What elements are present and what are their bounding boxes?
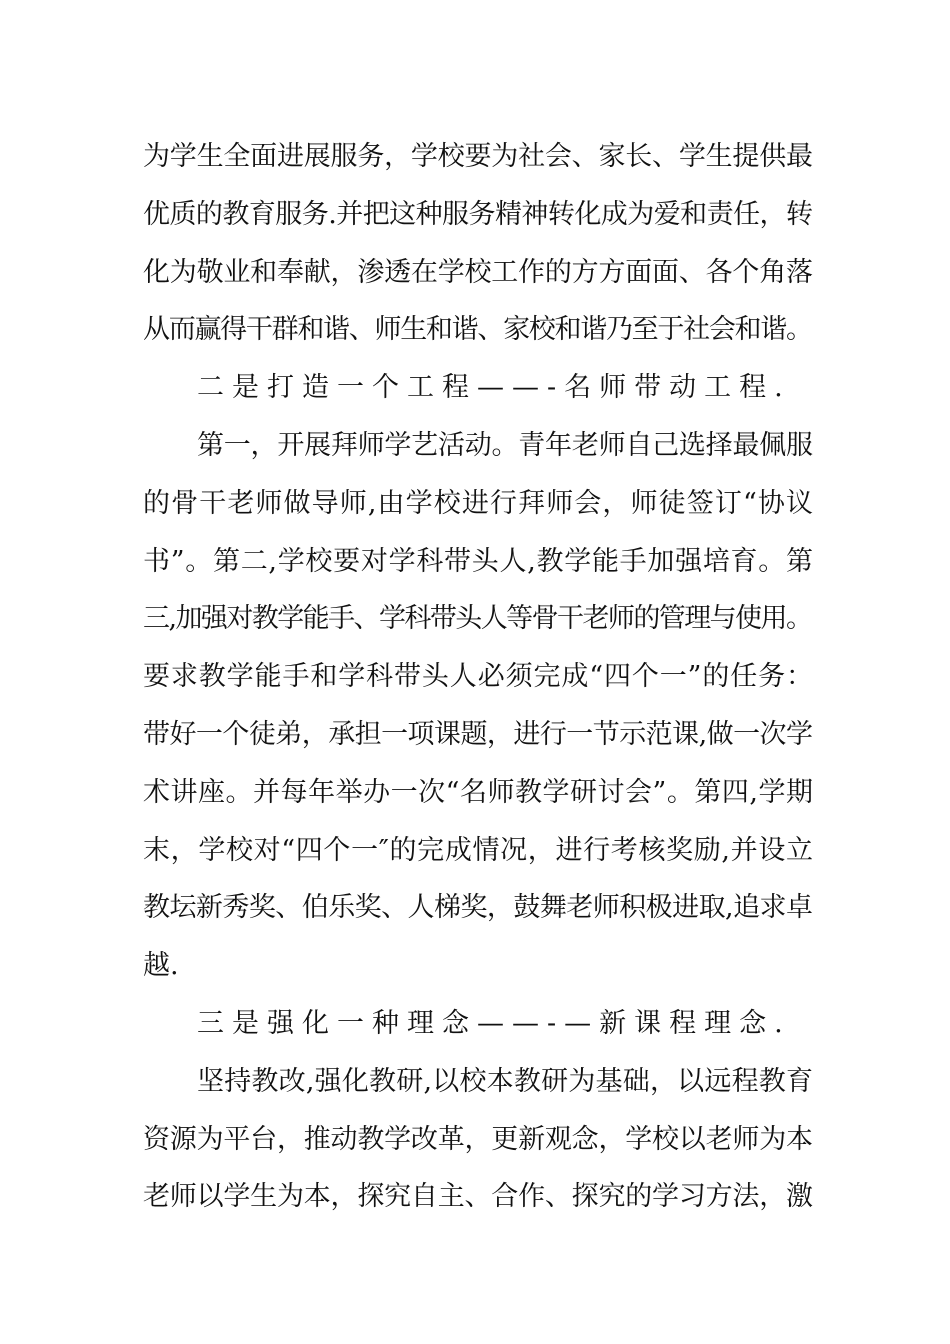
text-line: 为学生全面进展服务，学校要为社会、家长、学生提供最 bbox=[143, 141, 813, 172]
text-line: 化为敬业和奉献，渗透在学校工作的方方面面、各个角落 bbox=[143, 256, 813, 288]
text-line: 第一，开展拜师学艺活动。青年老师自己选择最佩服 bbox=[197, 429, 813, 461]
text-line: 三是强化一种理念——-—新课程理念. bbox=[197, 1007, 791, 1039]
text-line: 书”。第二,学校要对学科带头人,教学能手加强培育。第 bbox=[143, 545, 814, 577]
text-line: 从而赢得干群和谐、师生和谐、家校和谐乃至于社会和谐。 bbox=[143, 314, 812, 346]
text-line: 术讲座。并每年举办一次“名师教学研讨会”。第四,学期 bbox=[143, 776, 814, 808]
text-line: 优质的教育服务.并把这种服务精神转化成为爱和责任，转 bbox=[143, 198, 813, 230]
text-line: 二是打造一个工程——-名师带动工程. bbox=[197, 372, 791, 404]
text-line: 越. bbox=[143, 950, 179, 982]
text-line: 三,加强对教学能手、学科带头人等骨干老师的管理与使用。 bbox=[143, 603, 812, 635]
text-line: 要求教学能手和学科带头人必须完成“四个一”的任务： bbox=[143, 661, 814, 693]
text-line: 的骨干老师做导师,由学校进行拜师会，师徒签订“协议 bbox=[143, 487, 815, 519]
body-text bbox=[143, 128, 823, 1226]
text-line: 老师以学生为本，探究自主、合作、探究的学习方法，激 bbox=[143, 1181, 813, 1213]
text-line: 带好一个徒弟，承担一项课题，进行一节示范课,做一次学 bbox=[143, 718, 813, 750]
text-line: 教坛新秀奖、伯乐奖、人梯奖，鼓舞老师积极进取,追求卓 bbox=[143, 892, 813, 924]
text-line: 资源为平台，推动教学改革，更新观念，学校以老师为本 bbox=[143, 1123, 813, 1155]
text-line: 坚持教改,强化教研,以校本教研为基础，以远程教育 bbox=[197, 1065, 814, 1097]
text-line: 末，学校对“四个一″的完成情况，进行考核奖励,并设立 bbox=[143, 834, 814, 866]
